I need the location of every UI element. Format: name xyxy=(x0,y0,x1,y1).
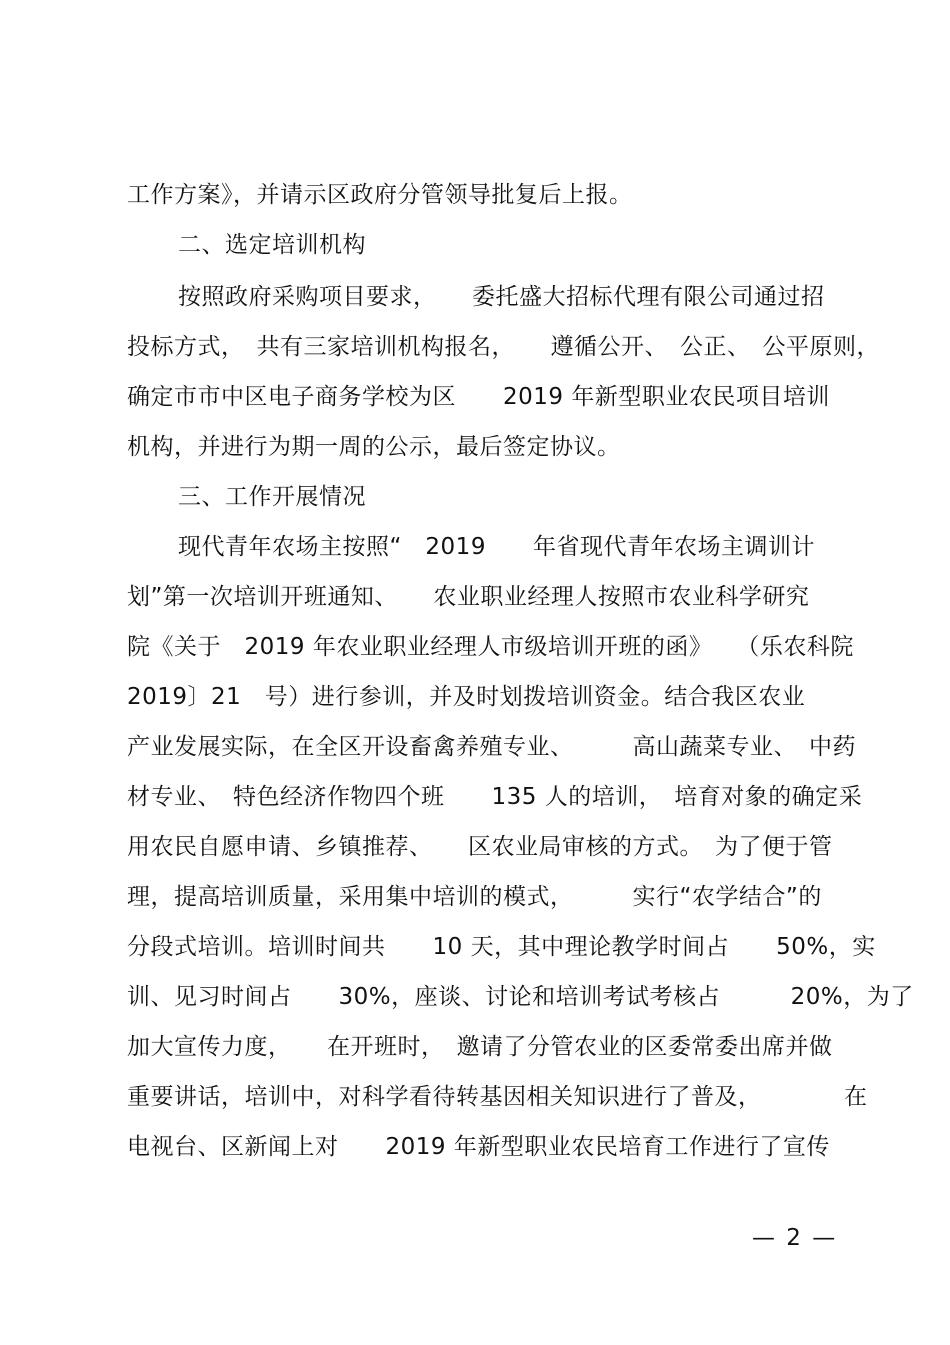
text-line: 产业发展实际，在全区开设畜禽养殖专业、 高山蔬菜专业、 中药 xyxy=(127,734,856,760)
text-line: 现代青年农场主按照“ 2019 年省现代青年农场主调训计 xyxy=(178,534,815,560)
text-line: 按照政府采购项目要求， 委托盛大招标代理有限公司通过招 xyxy=(178,284,825,310)
text-line: 分段式培训。培训时间共 10 天，其中理论教学时间占 50%，实 xyxy=(127,934,876,960)
section-heading: 二、选定培训机构 xyxy=(178,232,366,258)
text-line: 工作方案》，并请示区政府分管领导批复后上报。 xyxy=(127,182,633,208)
text-line: 用农民自愿申请、乡镇推荐、 区农业局审核的方式。 为了便于管 xyxy=(127,834,833,860)
text-line: 机构，并进行为期一周的公示，最后签定协议。 xyxy=(127,434,621,460)
text-line: 训、见习时间占 30%，座谈、讨论和培训考试考核占 20%，为了 xyxy=(127,984,914,1010)
text-line: 重要讲话，培训中，对科学看待转基因相关知识进行了普及， 在 xyxy=(127,1084,868,1110)
text-line: 加大宣传力度， 在开班时， 邀请了分管农业的区委常委出席并做 xyxy=(127,1034,833,1060)
section-heading: 三、工作开展情况 xyxy=(178,484,366,510)
text-line: 投标方式， 共有三家培训机构报名， 遵循公开、 公正、 公平原则， xyxy=(127,334,880,360)
text-line: 材专业、 特色经济作物四个班 135 人的培训， 培育对象的确定采 xyxy=(127,784,863,810)
text-line: 电视台、区新闻上对 2019 年新型职业农民培育工作进行了宣传 xyxy=(127,1134,830,1160)
text-line: 划”第一次培训开班通知、 农业职业经理人按照市农业科学研究 xyxy=(127,584,810,610)
text-line: 院《关于 2019 年农业职业经理人市级培训开班的函》 （乐农科院 xyxy=(127,634,854,660)
text-line: 理，提高培训质量，采用集中培训的模式， 实行“农学结合”的 xyxy=(127,884,822,910)
page-number: — 2 — xyxy=(752,1225,838,1251)
text-line: 确定市市中区电子商务学校为区 2019 年新型职业农民项目培训 xyxy=(127,384,830,410)
text-line: 2019〕21 号）进行参训，并及时划拨培训资金。结合我区农业 xyxy=(127,684,806,710)
